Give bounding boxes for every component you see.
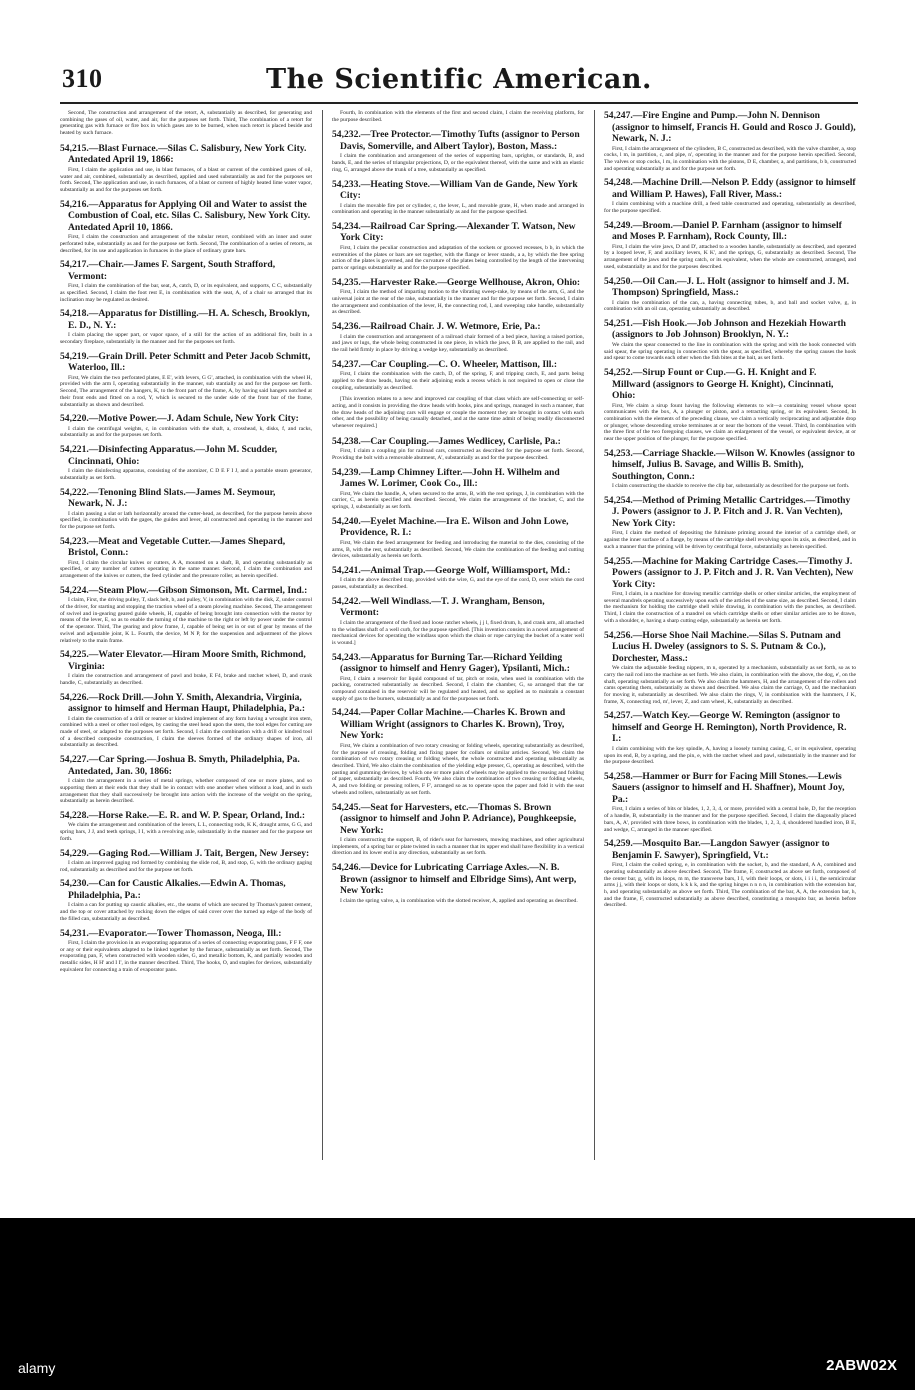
patent-title: 54,258.—Hammer or Burr for Facing Mill Stones.—Lewis Sauers (assignor to himself and H. Shaffner), Mount Joy, Pa.:	[604, 770, 845, 805]
patent-claim-text: First, I claim the arrangement of the cylinders, B C, constructed as described, with the valve chamber, a, stop cocks, l m, in partition, c, and pipe, n', operating in the manner and for the purpose herein specified. Second, The valves or stop cocks, l m, in combination with the pistons, D E, chamber, a, and partitions, b b, constructed and operating substantially as and for the purpose set forth.	[604, 145, 856, 172]
patent-title: 54,237.—Car Coupling.—C. O. Wheeler, Mattison, Ill.:	[332, 358, 558, 370]
patent-claim-text: I claim the centrifugal weights, c, in combination with the shaft, a, crosshead, k, disks, f, and racks, substantially as and for the purposes set forth.	[60, 425, 312, 439]
patent-entry	[60, 308, 312, 345]
patent-title: 54,245.—Seat for Harvesters, etc.—Thomas S. Brown (assignor to himself and John P. Adriance), Poughkeepsie, New York:	[332, 801, 577, 836]
patent-entry	[332, 321, 584, 354]
newspaper-page	[60, 58, 858, 1168]
patent-entry	[332, 221, 584, 272]
patent-claim-text: First, I claim, in a machine for drawing metallic cartridge shells or other similar articles, the employment of several mandrels operating successively upon each of the articles of the same size, as described. Second, I claim the mechanism for holding the cartridge shell while drawing, in combination with the punches, as described. Third, I claim the construction of a mandrel on which cartridge shells or other similar articles are to be drawn, with a shoulder, e, having a sharp cutting edge, substantially as herein set forth.	[604, 591, 856, 624]
column-2	[332, 110, 584, 1166]
patent-entry	[604, 838, 856, 909]
patent-title: 54,243.—Apparatus for Burning Tar.—Richard Yeilding (assignor to himself and Henry Gager), Ypsilanti, Mich.:	[332, 651, 570, 675]
patent-entry	[60, 444, 312, 481]
patent-entry	[604, 220, 856, 271]
patent-entry	[604, 110, 856, 172]
patent-claim-text: I claim, First, the driving pulley, T, slack belt, b, and pulley, V, in combination with the disk, Z, under control of the driver, for starting and stopping the traction wheel of a steam plowing machine. Second, The arrangement of swivel and in-gearing geared guide wheels, H, capable of being brought into connection with the motor by means of the lever, E, so as to enable the turning of the machine to the right or left by power under the control of the operator. Third, The gearing and plow frame, J, capable of being set in or out of gear by means of the swivel and adjustable joint, K L. Fourth, the device, M N P, for the suspension and adjustment of the plows relatively to the main frame.	[60, 597, 312, 644]
patent-title: 54,255.—Machine for Making Cartridge Cases.—Timothy J. Powers (assignor to J. P. Fitch and J. R. Van Vechten), New York City:	[604, 555, 854, 590]
patent-entry	[332, 862, 584, 904]
patent-title: 54,246.—Device for Lubricating Carriage Axles.—N. B. Brown (assignor to himself and Elbridge Sims), Ant werp, New York:	[332, 862, 577, 897]
patent-claim-text: First, We claim the two perforated plates, E E', with levers, G G', attached, in combination with the wheel H, provided with the arm I, operating substantially in the manner, sub stantially as and for the purpose set forth. Second, The arrangement of the hangers, K, to the front part of the frame, A, by having said hangers notched at their front ends and fitted on a rod, Y, which is secured to the under side of the front bar of the frame, substantially as shown and described.	[60, 374, 312, 408]
page-number: 310	[62, 64, 103, 93]
patent-entry	[332, 565, 584, 591]
patent-claim-text: First, We claim a combination of two rotary creasing or folding wheels, operating substantially as described, for the purpose of creasing, folding and fixing paper for collars or similar articles. Second, We claim the combination of two rotary creasing or folding wheels, the whole constructed and operating substantially as described. Third, We also claim the combination of the yielding edge presser, G, operating as described, with the pasting and gumming devices, by which one or more pairs of wheels may be applied to the creasing and folding of paper, substantially as described. Fourth, We also claim the combination of two creasing or folding wheels, A, and two folding or pressing rollers, F F', arranged so as to operate upon the paper and fold it with the seat wheels and rollers, substantially as set forth.	[332, 742, 584, 796]
patent-claim-text: First, We claim a sirup fount having the following elements to wit—a containing vessel whose spout communicates with the box, A, a plunger or piston, and a retracting spring, or its equivalent. Second, In combination with the elements of the preceding clause, we claim a vertically reciprocating and adjustable drop or plunger, whose descending stroke terminates at or near the bottom of the vessel. Third, In combination with the three first of the two foregoing clauses, we claim an enlargement of the vessel, or equivalent device, at or near the upper position of the plunger, for the purpose specified.	[604, 402, 856, 443]
patent-entry	[332, 596, 584, 647]
patent-title: 54,222.—Tenoning Blind Slats.—James M. Seymour, Newark, N. J.:	[60, 486, 276, 510]
patent-claim-text: I claim the spring valve, a, in combination with the slotted receiver, A, applied and operating as described.	[340, 897, 578, 904]
patent-title: 54,251.—Fish Hook.—Job Johnson and Hezekiah Howarth (assignors to Job Johnson) Brooklyn, N. Y.:	[604, 317, 847, 341]
patent-entry	[332, 110, 584, 123]
patent-title: 54,220.—Motive Power.—J. Adam Schule, New York City:	[60, 413, 299, 425]
patent-title: 54,231.—Evaporator.—Tower Thomasson, Neoga, Ill.:	[60, 927, 282, 939]
patent-entry	[60, 649, 312, 686]
patent-entry	[332, 359, 584, 392]
patent-title: 54,225.—Water Elevator.—Hiram Moore Smith, Richmond, Virginia:	[60, 649, 306, 672]
patent-title: 54,252.—Sirup Fount or Cup.—G. H. Knight and F. Millward (assignors to George H. Knight), Cincinnati, Ohio:	[604, 367, 834, 402]
patent-title: 54,234.—Railroad Car Spring.—Alexander T. Watson, New York City:	[332, 220, 576, 244]
patent-title: 54,219.—Grain Drill. Peter Schmitt and Peter Jacob Schmitt, Waterloo, Ill.:	[60, 350, 311, 374]
patent-entry	[332, 277, 584, 316]
patent-entry	[332, 516, 584, 560]
patent-entry	[60, 536, 312, 580]
patent-entry	[604, 276, 856, 313]
patent-title: 54,257.—Watch Key.—George W. Remington (assignor to himself and George H. Remington), North Providence, R. I.:	[604, 710, 847, 745]
patent-title: 54,250.—Oil Can.—J. L. Holt (assignor to himself and J. M. Thompson) Springfield, Mass.:	[604, 275, 850, 299]
patent-claim-text: I claim a can for putting up caustic alkalies, etc., the seams of which are secured by Thomas's patent cement, and the top or cover attached by rocking down the edges of said cover over the turned up edge of the body of the filled can, substantially as described.	[60, 902, 312, 922]
patent-claim-text: First, I claim the wire jaws, D and D', attached to a wooden handle, substantially as described, and operated by a looped lever, F, and auxiliary levers, K K', and the springs, G, substantially as described. Second, The arrangement of the jaws and the spring catch, or its equivalent, when the whole are constructed, arranged, and used, substantially as and for the purposes described.	[604, 243, 856, 270]
patent-claim-text: First, We claim the handle, A, when secured to the arms, B, with the rest springs, J, in combination with the carrier, C, as herein specified and described. Second, We claim the arrangement of the bracket, C, and the springs, J, substantially as set forth.	[332, 490, 584, 511]
patent-title: 54,259.—Mosquito Bar.—Langdon Sawyer (assignor to Benjamin F. Sawyer), Springfield, Vt.:	[604, 838, 830, 861]
patent-entry	[332, 436, 584, 462]
patent-entry	[332, 396, 584, 430]
patent-claim-text: I claim combining with the key spindle, A, having a loosely turning casing, C, or its equivalent, operating upon its end, B, by a spring, and the pin, e, with the ratchet wheel and pawl, substantially in the manner and for the purpose described.	[604, 745, 856, 766]
patent-title: 54,217.—Chair.—James F. Sargent, South Strafford, Vermont:	[60, 259, 276, 282]
patent-claim-text: I claim constructing the shackle to receive the clip bar, substantially as described for the purpose set forth.	[612, 483, 850, 490]
patent-claim-text: I claim the construction and arrangement of a railroad chair formed of a bed piece, having a raised portion, and jaws or lugs, the whole being constructed in one piece, in which the jaws, B B, are applied to the rail, and the rail held firmly in place by driving a wedge key, substantially as described.	[332, 333, 584, 353]
patent-title: 54,229.—Gaging Rod.—William J. Tait, Bergen, New Jersey:	[60, 847, 310, 859]
page-header	[60, 58, 858, 102]
patent-title: 54,239.—Lamp Chimney Lifter.—John H. Wilhelm and James W. Lorimer, Cook Co., Ill.:	[332, 466, 560, 490]
patent-claim-text: I claim the combination of the can, a, having connecting tubes, b, and ball and socket valve, g, in combination with an oil can, operating substantially as described.	[604, 299, 856, 313]
patent-claim-text: We claim the spear connected to the line in combination with the spring and with the hook connected with said spear, the spring operating in connection with the spear, as specified, whereby the spring causes the hook and spear to come towards each other when the fish bites at the bait, as set forth.	[604, 341, 856, 362]
patent-entry	[604, 556, 856, 625]
patent-title: 54,228.—Horse Rake.—E. R. and W. P. Spear, Orland, Ind.:	[60, 809, 306, 821]
patent-title: 54,232.—Tree Protector.—Timothy Tufts (assignor to Person Davis, Somerville, and Albert Taylor), Boston, Mass.:	[332, 129, 580, 152]
patent-claim-text: I claim the combination and arrangement of the series of supporting bars, uprights, or standards, B, and bands, E, and the series of triangular projections, D, or the equivalent thereof, with the same and with an elastic ring, G, arranged above the trunk of a tree, substantially as specified.	[332, 153, 584, 173]
patent-entry	[60, 848, 312, 874]
patent-claim-text: First, I claim the peculiar construction and adaptation of the sockets or grooved recesses, b b, in which the extremities of the plates or bars are set together, with the flange or lever stands, a a, by which the free spring action of the plates is governed, and the curvature of the plates being controlled by the length of the intervening parts or springs substantially as and for the purpose specified.	[332, 244, 584, 272]
patent-title: 54,256.—Horse Shoe Nail Machine.—Silas S. Putnam and Lucius H. Dweley (assignors to S. S. Putnam & Co.), Dorchester, Mass.:	[604, 629, 841, 664]
patent-claim-text: We claim the adjustable feeding nippers, m n, operated by a mechanism, substantially as set forth, so as to carry the nail rod into the machine as set forth. We also claim, in combination with the above, the dog, e', on the shaft, operating substantially as set forth. We also claim the hammers, H, and the arrangement of the rollers and cams operating them, substantially as shown and described. We also claim the carriage, O, and the mechanism for moving it, substantially as described. We also claim the rings, V, in combination with the hammers, J K, frame, X, connecting rod, m', lever, Z, and cam wheel, K, substantially as described.	[604, 665, 856, 705]
patent-entry	[604, 367, 856, 443]
patent-claim-text: Fourth, In combination with the elements of the first and second claim, I claim the receiving platform, for the purpose described.	[332, 110, 584, 123]
patent-entry	[332, 467, 584, 511]
patent-entry	[60, 810, 312, 843]
patent-entry	[332, 179, 584, 216]
column-divider	[594, 110, 595, 1160]
patent-claim-text: I claim the construction of a drill or reamer or kindred implement of any form having a wrought iron stem, combined with a steel or other tool edges, by casting the steel head upon the stem, the tool edges for cutting are made of steel, or adapted to the purposes set forth. Second, I claim the combination with a drill or kindred tool of a described composite construction, I claim the sleeves formed of the ordinary shapes of iron, all substantially as described.	[60, 715, 312, 749]
patent-entry	[60, 692, 312, 750]
patent-title: 54,216.—Apparatus for Applying Oil and Water to assist the Combustion of Coal, etc. Silas C. Salisbury, New York City. Antedated April 10, 1866.	[60, 198, 311, 233]
patent-entry	[60, 928, 312, 974]
patent-entry	[604, 448, 856, 490]
patent-claim-text: First, I claim a series of bits or blades, 1, 2, 3, 4, or more, provided with a central hole, D, for the reception of a handle, B, substantially in the manner and for the purpose specified. Second, I claim the diagonally placed bars, A, A', provided with three bows, in combination with the blades, 1, 2, 3, 4, shouldered handled iron, B E, and wedge, C, arranged in the manner specified.	[604, 806, 856, 833]
patent-claim-text: First, I claim the method of depositing the fulminate priming around the interior of a cartridge shell, or against the inner surface of a flange, by means of the cartridge shell revolving upon its axis, as described, and in such a manner that the priming will be driven by centrifugal force, substantially as herein specified.	[604, 530, 856, 550]
patent-entry	[604, 710, 856, 766]
patent-claim-text: First, I claim the construction and arrangement of the tubular retort, combined with an inner and outer perforated tube, substantially as and for the purpose set forth. Second, The combination of a series of retorts, as described, for its use and application in furnaces in the place of ordinary grate bars.	[60, 234, 312, 254]
patent-entry	[332, 802, 584, 858]
patent-entry	[60, 143, 312, 194]
patent-title: 54,215.—Blast Furnace.—Silas C. Salisbury, New York City. Antedated April 19, 1866:	[60, 142, 307, 166]
patent-claim-text: First, I claim the provision in an evaporating apparatus of a series of connecting evaporating pans, F F F, one or any or their equivalents adapted to be linked together by the furnace, substantially as set forth. Second, The evaporating pan, F, when constructed with wooden sides, G, and metallic bottom, K, and partially wooden and metallic sides, H H' and I I', in the manner described. Third, The hooks, O, and staples for devices, substantially equivalent for connecting a train of evaporator pans.	[60, 940, 312, 973]
stock-logo: alamy	[18, 1360, 56, 1376]
patent-claim-text: I claim placing the upper part, or vapor space, of a still for the action of an additional fire, built in a secondary fireplace, substantially in the manner and for the purposes set forth.	[60, 332, 312, 346]
patent-entry	[604, 495, 856, 551]
patent-claim-text: First, I claim a coupling pin for railroad cars, constructed as described for the purpose set forth. Second, Providing the bolt with a removable abutment, A', substantially as and for the purpose described.	[332, 448, 584, 461]
patent-entry	[60, 413, 312, 439]
patent-title: 54,227.—Car Spring.—Joshua B. Smyth, Philadelphia, Pa. Antedated, Jan. 30, 1866:	[60, 754, 300, 777]
patent-title: 54,253.—Carriage Shackle.—Wilson W. Knowles (assignor to himself, Julius B. Savage, and Willis B. Smith), Southington, Conn.:	[604, 447, 855, 482]
patent-entry	[60, 754, 312, 805]
patent-entry	[60, 878, 312, 922]
patent-entry	[604, 771, 856, 833]
patent-entry	[332, 129, 584, 173]
patent-entry	[60, 487, 312, 531]
patent-title: 54,254.—Method of Priming Metallic Cartridges.—Timothy J. Powers (assignor to J. P. Fitch and J. R. Van Vechten), New York City:	[604, 494, 851, 529]
patent-entry	[60, 585, 312, 644]
patent-title: 54,236.—Railroad Chair. J. W. Wetmore, Erie, Pa.:	[332, 321, 541, 333]
patent-entry	[60, 199, 312, 255]
watermark-footer	[0, 1218, 915, 1390]
patent-entry	[604, 630, 856, 706]
patent-claim-text: First, I claim the combination with the catch, D, of the spring, F, and tripping catch, E, and parts being applied to the draw heads, having on their adjoining ends a recess which is not required to open or close the coupling, substantially as described.	[332, 371, 584, 391]
patent-entry	[332, 652, 584, 703]
patent-title: 54,240.—Eyelet Machine.—Ira E. Wilson and John Lowe, Providence, R. I.:	[332, 515, 569, 539]
patent-claim-text: First, I claim the method of imparting motion to the vibrating sweep-rake, by means of the arm, G, and the universal joint at the rear of the rake, substantially in the manner and for the purpose set forth. Second, I claim the arrangement and combination of the lever, H, the connecting rod, I, and sweeping rake handle, substantially as described.	[332, 289, 584, 316]
patent-title: 54,244.—Paper Collar Machine.—Charles K. Brown and William Wright (assignors to Charles K. Brown), Troy, New York:	[332, 707, 566, 742]
patent-entry	[60, 351, 312, 409]
patent-claim-text: I claim the movable fire pot or cylinder, c, the lever, L, and movable grate, H, when made and arranged in combination and operating in the manner substantially as and for the purpose specified.	[332, 202, 584, 216]
patent-claim-text: First, I claim the application and use, in blast furnaces, of a blast or current of the combined gases of oil, water and air, combined, substantially as described, applied and used substantially as and for the purposes set forth. Second, The application and use, in such furnaces, of a blast or current of highly heated lime water vapor, substantially as and for the purposes set forth.	[60, 166, 312, 193]
patent-title: 54,224.—Steam Plow.—Gibson Simonson, Mt. Carmel, Ind.:	[60, 584, 308, 596]
patent-claim-text: First, I claim a reservoir for liquid compound of tar, pitch or rosin, when used in combination with the packing, constructed substantially as described. Second, I claim the chamber, G, so arranged that the tar compound contained in the reservoir will be regulated and heated, and so applied as to maintain a constant supply of gas to the burners, substantially as and for the purposes set forth.	[332, 675, 584, 702]
patent-claim-text: First, We claim the feed arrangement for feeding and introducing the material to the dies, consisting of the arms, B, with the rest, substantially as described. Second, We claim the combination of the feeding and cutting devices, substantially as herein set forth.	[332, 539, 584, 560]
patent-title: 54,230.—Can for Caustic Alkalies.—Edwin A. Thomas, Philadelphia, Pa.:	[60, 878, 286, 901]
patent-title: 54,242.—Well Windlass.—T. J. Wrangham, Benson, Vermont:	[332, 595, 545, 619]
patent-entry	[60, 259, 312, 303]
column-divider	[322, 110, 323, 1160]
patent-title: 54,226.—Rock Drill.—John Y. Smith, Alexandria, Virginia, assignor to himself and Herman Haupt, Philadelphia, Pa.:	[60, 691, 306, 715]
masthead-title: The Scientific American.	[266, 64, 652, 95]
patent-claim-text: I claim combining with a machine drill, a feed table constructed and operating, substantially as described, for the purpose specified.	[604, 201, 856, 215]
patent-claim-text: [This invention relates to a new and improved car coupling of that class which are self-connecting or self-acting, and it consists in providing the draw heads with hooks, pins and springs, managed in such a manner, that the draw heads of the adjoining cars will engage or couple the moment they are brought in contact with each other, and the possibility of being casually detached, and at the same time admit of being readily disconnected whenever required.]	[332, 396, 584, 430]
patent-claim-text: First, I claim the combination of the bar, seat, A, catch, D, or its equivalent, and supports, C C, substantially as specified. Second, I claim the foot rest E, in combination with the seat, A, of a chair so arranged that its inclination may be regulated as desired.	[60, 283, 312, 303]
patent-claim-text: I claim the arrangement in a series of metal springs, whether composed of one or more plates, and so supporting them at their ends that they shall be in contact with one another when without a load, and in such arrangement that they shall successively be brought into action with the increase of the weight on the spring, substantially as herein described.	[60, 778, 312, 805]
patent-claim-text: I claim the above described trap, provided with the wire, G, and the eye of the cord, D, over which the cord passes, substantially as described.	[332, 577, 584, 591]
patent-claim-text: I claim the construction and arrangement of pawl and brake, E F4, brake and ratchet wheel, D, and crank handle, C, substantially as described.	[60, 673, 312, 686]
patent-claim-text: I claim an improved gaging rod formed by combining the slide rod, B, and stop, G, with the ordinary gaging rod, substantially as described and for the purpose set forth.	[60, 860, 312, 873]
patent-claim-text: We claim the arrangement and combination of the levers, L L, connecting rods, K K, draught arms, G G, and spring bars, J J, and teeth springs, I I, with a revolving axle, substantially in the manner and for the purpose set forth.	[60, 822, 312, 842]
patent-title: 54,218.—Apparatus for Distilling.—H. A. Schesch, Brooklyn, E. D., N. Y.:	[60, 308, 310, 331]
patent-claim-text: Second, The construction and arrangement of the retort, A, substantially as described, for generating and combining the gases of oil, water, and air, for the purposes set forth. Third, The combination of a retort for generating gas with furnace or fire box in which gases are to be burned, when such retort is placed beside and heated by such furnace.	[60, 110, 312, 137]
patent-title: 54,233.—Heating Stove.—William Van de Gande, New York City:	[332, 178, 578, 202]
patent-title: 54,247.—Fire Engine and Pump.—John N. Dennison (assignor to himself, Francis H. Gould and Rosco J. Gould), Newark, N. J.:	[604, 110, 856, 144]
patent-entry	[604, 177, 856, 214]
patent-title: 54,221.—Disinfecting Apparatus.—John M. Scudder, Cincinnati, Ohio:	[60, 444, 278, 467]
stock-image-id: 2ABW02X	[826, 1357, 897, 1374]
header-rule	[60, 102, 858, 104]
patent-entry	[604, 318, 856, 362]
patent-claim-text: First, I claim the circular knives or cutters, A A, mounted on a shaft, B, and operating substantially as specified, or any number of cutters operating in the same manner. Second, I claim the combination and arrangement of the knives or cutters, the feed cylinder and the pressure roller, as herein specified.	[60, 559, 312, 580]
patent-title: 54,241.—Animal Trap.—George Wolf, Williamsport, Md.:	[332, 564, 571, 576]
column-1	[60, 110, 312, 1166]
column-3	[604, 110, 856, 1166]
patent-entry	[332, 707, 584, 796]
patent-claim-text: I claim the disinfecting apparatus, consisting of the atomizer, C D E F I J, and a portable steam generator, substantially as set forth.	[60, 468, 312, 481]
patent-claim-text: First, I claim the coiled spring, e, in combination with the socket, b, and the standard, A A, combined and operating substantially as above described. Second, The frame, F, constructed as above set forth, composed of the center bar, g, with its loops, m m, the transverse bars, I I, with their loops, or slots, i i i i, the semicircular arms j j, with their loops or slots, k k k k, and the spring hinges n n n n, in combination with the extension bar, h, and operating substantially as above set forth. Third, The combination of the bar, A, A, the extension bar, h, and the frame, F, constructed substantially as above described, constituting a mosquito bar, as herein before described.	[604, 862, 856, 909]
patent-title: 54,223.—Meat and Vegetable Cutter.—James Shepard, Bristol, Conn.:	[60, 535, 286, 559]
patent-claim-text: I claim passing a slat or lath horizontally around the cutter-head, as described, for the purpose herein above specified, in combination with the gages, the guides and lever, all constructed and operating in the manner and for the purpose set forth.	[60, 510, 312, 530]
patent-title: 54,249.—Broom.—Daniel P. Farnham (assignor to himself and Moses P. Farnham), Rock County, Ill.:	[604, 219, 842, 243]
patent-title: 54,248.—Machine Drill.—Nelson P. Eddy (assignor to himself and William P. Hawes), Fall River, Mass.:	[604, 177, 856, 200]
patent-claim-text: I claim constructing the support, B, of rider's seat for harvesters, mowing machines, and other agricultural implements, of a spring bar or plate twisted in such a manner that its upper end shall have flexibility in a vertical direction and its lower end in any direction, substantially as set forth.	[332, 837, 584, 857]
patent-title: 54,238.—Car Coupling.—James Wedlicey, Carlisle, Pa.:	[332, 435, 561, 447]
patent-title: 54,235.—Harvester Rake.—George Wellhouse, Akron, Ohio:	[332, 276, 581, 288]
patent-claim-text: I claim the arrangement of the fixed and loose ratchet wheels, j j l, fixed drum, h, and crank arm, all attached to the windlass shaft of a well curb, for the purpose specified. [This invention consists in a novel arrangement of mechanical devices for operating the windlass upon which the chain or rope carrying the bucket of a water well is wound.]	[332, 619, 584, 646]
patent-entry	[60, 110, 312, 137]
